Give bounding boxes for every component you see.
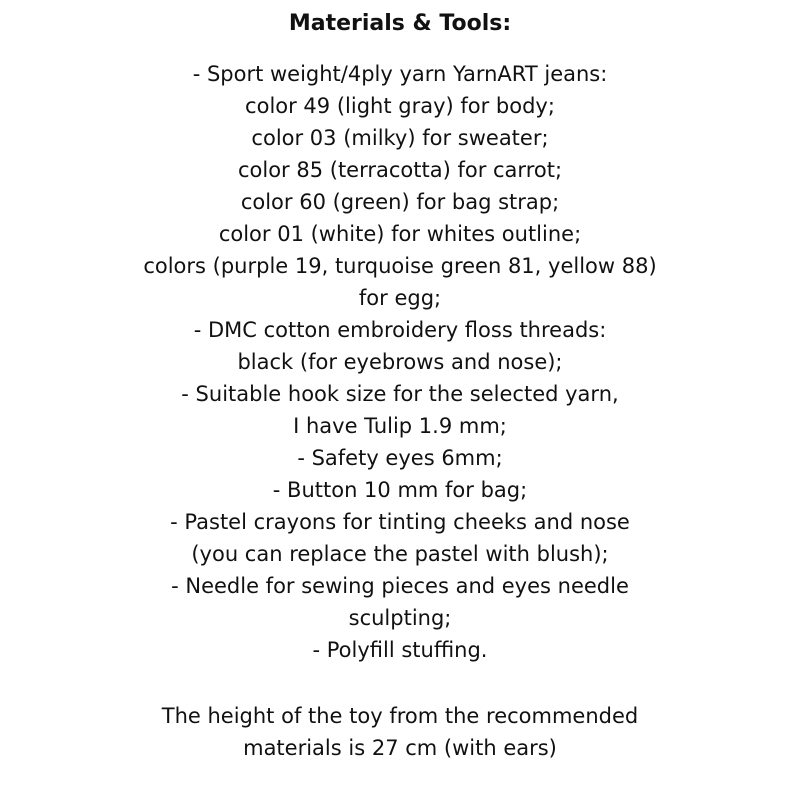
list-item: color 85 (terracotta) for carrot; — [237, 158, 563, 182]
list-item: (you can replace the pastel with blush); — [191, 542, 609, 566]
list-item: - DMC cotton embroidery floss threads: — [193, 318, 607, 342]
list-item: color 60 (green) for bag strap; — [240, 190, 560, 214]
list-item: I have Tulip 1.9 mm; — [293, 414, 507, 438]
page-title: Materials & Tools: — [288, 11, 512, 36]
list-item: - Needle for sewing pieces and eyes needle — [171, 574, 629, 598]
list-item: - Safety eyes 6mm; — [297, 446, 503, 470]
footer-note-line: materials is 27 cm (with ears) — [243, 736, 557, 760]
list-item: color 03 (milky) for sweater; — [251, 126, 549, 150]
section-spacer — [0, 666, 800, 700]
materials-list — [0, 58, 800, 764]
list-item: - Polyfill stuffing. — [312, 638, 488, 662]
list-item: - Pastel crayons for tinting cheeks and nose — [170, 510, 630, 534]
list-item: color 49 (light gray) for body; — [245, 94, 555, 118]
list-item: color 01 (white) for whites outline; — [218, 222, 582, 246]
list-item: - Suitable hook size for the selected yarn, — [181, 382, 619, 406]
footer-note-line: The height of the toy from the recommended — [161, 704, 639, 728]
list-item: colors (purple 19, turquoise green 81, yellow 88) — [143, 254, 657, 278]
list-item: black (for eyebrows and nose); — [237, 350, 563, 374]
list-item: sculpting; — [348, 606, 452, 630]
list-item: - Sport weight/4ply yarn YarnART jeans: — [192, 62, 608, 86]
list-item: for egg; — [358, 286, 442, 310]
list-item: - Button 10 mm for bag; — [272, 478, 528, 502]
